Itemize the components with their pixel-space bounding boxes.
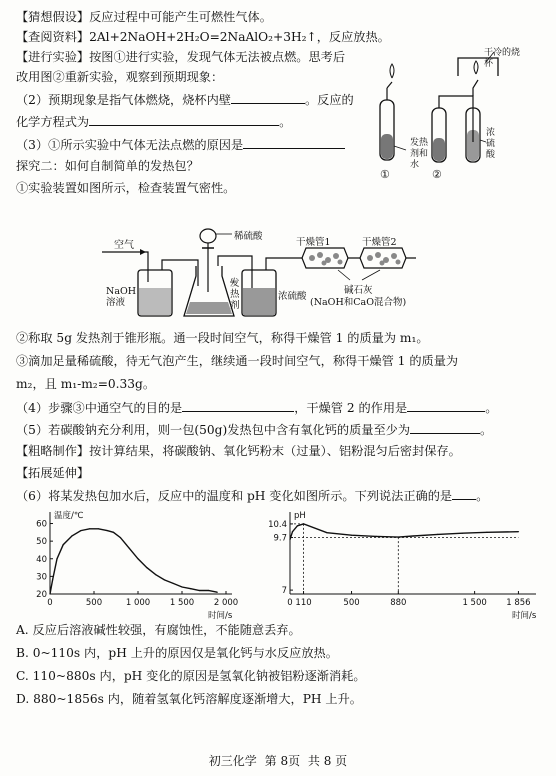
question-5 — [16, 421, 492, 438]
data-point — [164, 579, 165, 580]
label-soda-lime-note: (NaOH和CaO混合物) — [310, 297, 407, 308]
data-point — [52, 579, 53, 580]
question-2-equation — [16, 113, 291, 130]
question-6-tail: 。 — [476, 489, 489, 503]
temperature-chart — [14, 506, 244, 621]
data-point — [376, 536, 377, 537]
extension-heading: 【拓展延伸】 — [16, 466, 90, 480]
y-tick-label: 30 — [36, 572, 47, 583]
y-axis-label: 温度/℃ — [54, 511, 84, 521]
question-4-mid: ，干燥管 2 的作用是 — [294, 401, 408, 415]
label-cold-beaker: 干冷的烧杯 — [484, 48, 521, 69]
label-heat-agent: 发热剂 — [230, 278, 240, 311]
data-point — [49, 593, 50, 594]
option-a[interactable]: A. 反应后溶液碱性较强，有腐蚀性，不能随意丢弃。 — [16, 623, 301, 637]
answer-blank[interactable] — [452, 487, 476, 500]
question-6-text: （6）将某发热包加水后，反应中的温度和 pH 变化如图所示。下列说法正确的是 — [16, 489, 453, 503]
x-axis-label: 时间/s — [512, 611, 537, 621]
y-tick-label: 9.7 — [273, 533, 287, 544]
label-naoh: NaOH溶液 — [106, 286, 137, 308]
apparatus-figure — [100, 222, 450, 324]
question-4 — [16, 399, 497, 416]
option-b[interactable]: B. 0~110s 内，pH 上升的原因仅是氧化钙与水反应放热。 — [16, 646, 338, 660]
y-tick-label: 20 — [36, 590, 47, 600]
data-point — [107, 530, 108, 531]
data-point — [462, 533, 463, 534]
question-5-tail: 。 — [480, 423, 493, 437]
y-tick-label: 60 — [36, 519, 47, 530]
y-tick-label: 7 — [281, 586, 287, 597]
data-point — [217, 592, 218, 593]
rough-production: 【粗略制作】按计算结果，将碳酸钠、氧化钙粉末（过量）、铝粉混匀后密封保存。 — [16, 444, 461, 458]
label-conc-acid: 浓硫酸 — [278, 291, 307, 302]
step-2: ②称取 5g 发热剂于锥形瓶。通一段时间空气，称得干燥管 1 的质量为 m₁。 — [16, 331, 429, 345]
apparatus-diagram — [100, 222, 450, 324]
series-line — [50, 529, 217, 594]
step-3: ③滴加足量稀硫酸，待无气泡产生，继续通一段时间空气，称得干燥管 1 的质量为 — [16, 354, 459, 368]
label-conc-acid: 浓硫酸 — [486, 128, 496, 160]
question-5-text: （5）若碳酸钠充分利用，则一包(50g)发热包中含有氧化钙的质量至少为 — [16, 423, 411, 437]
question-2-text: （2）预期现象是指气体燃烧，烧杯内壁 — [16, 93, 231, 107]
y-axis-label: pH — [294, 511, 306, 521]
x-tick-label: 2 000 — [213, 598, 239, 608]
data-point — [351, 535, 352, 536]
data-point — [190, 588, 191, 589]
option-c[interactable]: C. 110~880s 内，pH 变化的原因是氢氧化钠被铝粉逐渐消耗。 — [16, 669, 366, 683]
step-1: ①实验装置如图所示，检查装置气密性。 — [16, 181, 236, 195]
question-2 — [16, 91, 354, 108]
data-point — [98, 528, 99, 529]
y-tick-label: 10.4 — [268, 519, 287, 530]
figure-number-2: ② — [432, 168, 442, 181]
answer-blank[interactable] — [243, 136, 345, 149]
data-point — [113, 532, 114, 533]
answer-blank[interactable] — [182, 399, 294, 412]
x-tick-label: 1 000 — [125, 598, 151, 608]
data-point — [486, 532, 487, 533]
question-4-text: （4）步骤③中通空气的目的是 — [16, 401, 183, 415]
data-point — [199, 590, 200, 591]
label-heat-agent: 发热剂和水 — [410, 138, 429, 170]
answer-blank[interactable] — [231, 91, 305, 104]
equation-tail: 。 — [279, 115, 292, 129]
step-3-cont: m₂，且 m₁-m₂=0.33g。 — [16, 377, 156, 391]
tube-experiment-figure — [370, 50, 556, 198]
data-point — [292, 531, 293, 532]
y-tick-label: 50 — [36, 537, 47, 548]
x-tick-label: 500 — [85, 598, 103, 608]
answer-blank[interactable] — [407, 399, 485, 412]
data-point — [437, 534, 438, 535]
data-point — [289, 539, 290, 540]
label-soda-lime: 碱石灰 — [344, 285, 373, 296]
footer-total: 共 8 页 — [307, 754, 348, 768]
data-point — [412, 535, 413, 536]
x-tick-label: 880 — [390, 598, 407, 608]
text-line-hypothesis: 【猜想假设】反应过程中可能产生可燃性气体。 — [16, 10, 272, 24]
equation-text: 化学方程式为 — [16, 115, 90, 129]
footer-subject: 初三化学 — [208, 754, 257, 768]
page-footer — [0, 752, 556, 769]
data-point — [137, 558, 138, 559]
data-point — [80, 530, 81, 531]
answer-blank[interactable] — [89, 113, 279, 126]
data-point — [63, 544, 64, 545]
question-3-text: （3）①所示实验中气体无法点燃的原因是 — [16, 138, 244, 152]
data-point — [173, 583, 174, 584]
x-axis-label: 时间/s — [208, 611, 233, 621]
label-dry-tube-1: 干燥管1 — [296, 237, 331, 248]
data-point — [89, 528, 90, 529]
data-point — [297, 525, 298, 526]
data-point — [71, 535, 72, 536]
x-tick-label: 1 500 — [169, 598, 195, 608]
figure-number-1: ① — [380, 168, 390, 181]
footer-page: 第 8页 — [264, 754, 301, 768]
answer-blank[interactable] — [410, 421, 480, 434]
data-point — [56, 558, 57, 559]
temperature-chart-svg — [14, 506, 244, 621]
data-point — [518, 531, 519, 532]
text-line-experiment: 【进行实验】按图①进行实验，发现气体无法被点燃。思考后 — [16, 50, 346, 64]
series-line — [290, 524, 518, 540]
text-line-reference: 【查阅资料】2Al+2NaOH+2H₂O=2NaAlO₂+3H₂↑，反应放热。 — [16, 30, 390, 44]
x-tick-label: 0 — [287, 598, 293, 608]
label-dilute-acid: 稀硫酸 — [234, 231, 263, 242]
x-tick-label: 1 856 — [506, 598, 531, 608]
question-4-tail: 。 — [485, 401, 498, 415]
ph-chart-svg — [262, 506, 552, 621]
y-tick-label: 40 — [36, 554, 47, 565]
label-dry-tube-2: 干燥管2 — [362, 237, 397, 248]
x-tick-label: 0 — [47, 598, 53, 608]
data-point — [146, 567, 147, 568]
tube-diagram — [370, 50, 556, 198]
question-6 — [16, 487, 488, 504]
ph-chart — [262, 506, 552, 621]
x-tick-label: 110 — [295, 598, 312, 608]
question-3 — [16, 136, 345, 153]
text-line-experiment-cont: 改用图②重新实验，观察到预期现象： — [16, 70, 224, 84]
label-air: 空气 — [114, 240, 134, 251]
data-point — [155, 574, 156, 575]
x-tick-label: 1 500 — [462, 598, 487, 608]
data-point — [208, 590, 209, 591]
data-point — [181, 586, 182, 587]
x-tick-label: 500 — [343, 598, 360, 608]
data-point — [129, 548, 130, 549]
data-point — [326, 532, 327, 533]
data-point — [120, 537, 121, 538]
option-d[interactable]: D. 880~1856s 内，随着氢氧化钙溶解度逐渐增大，PH 上升。 — [16, 692, 362, 706]
question-2-tail: 。反应的 — [304, 93, 354, 107]
section-explore-two: 探究二：如何自制简单的发热包？ — [16, 159, 199, 173]
